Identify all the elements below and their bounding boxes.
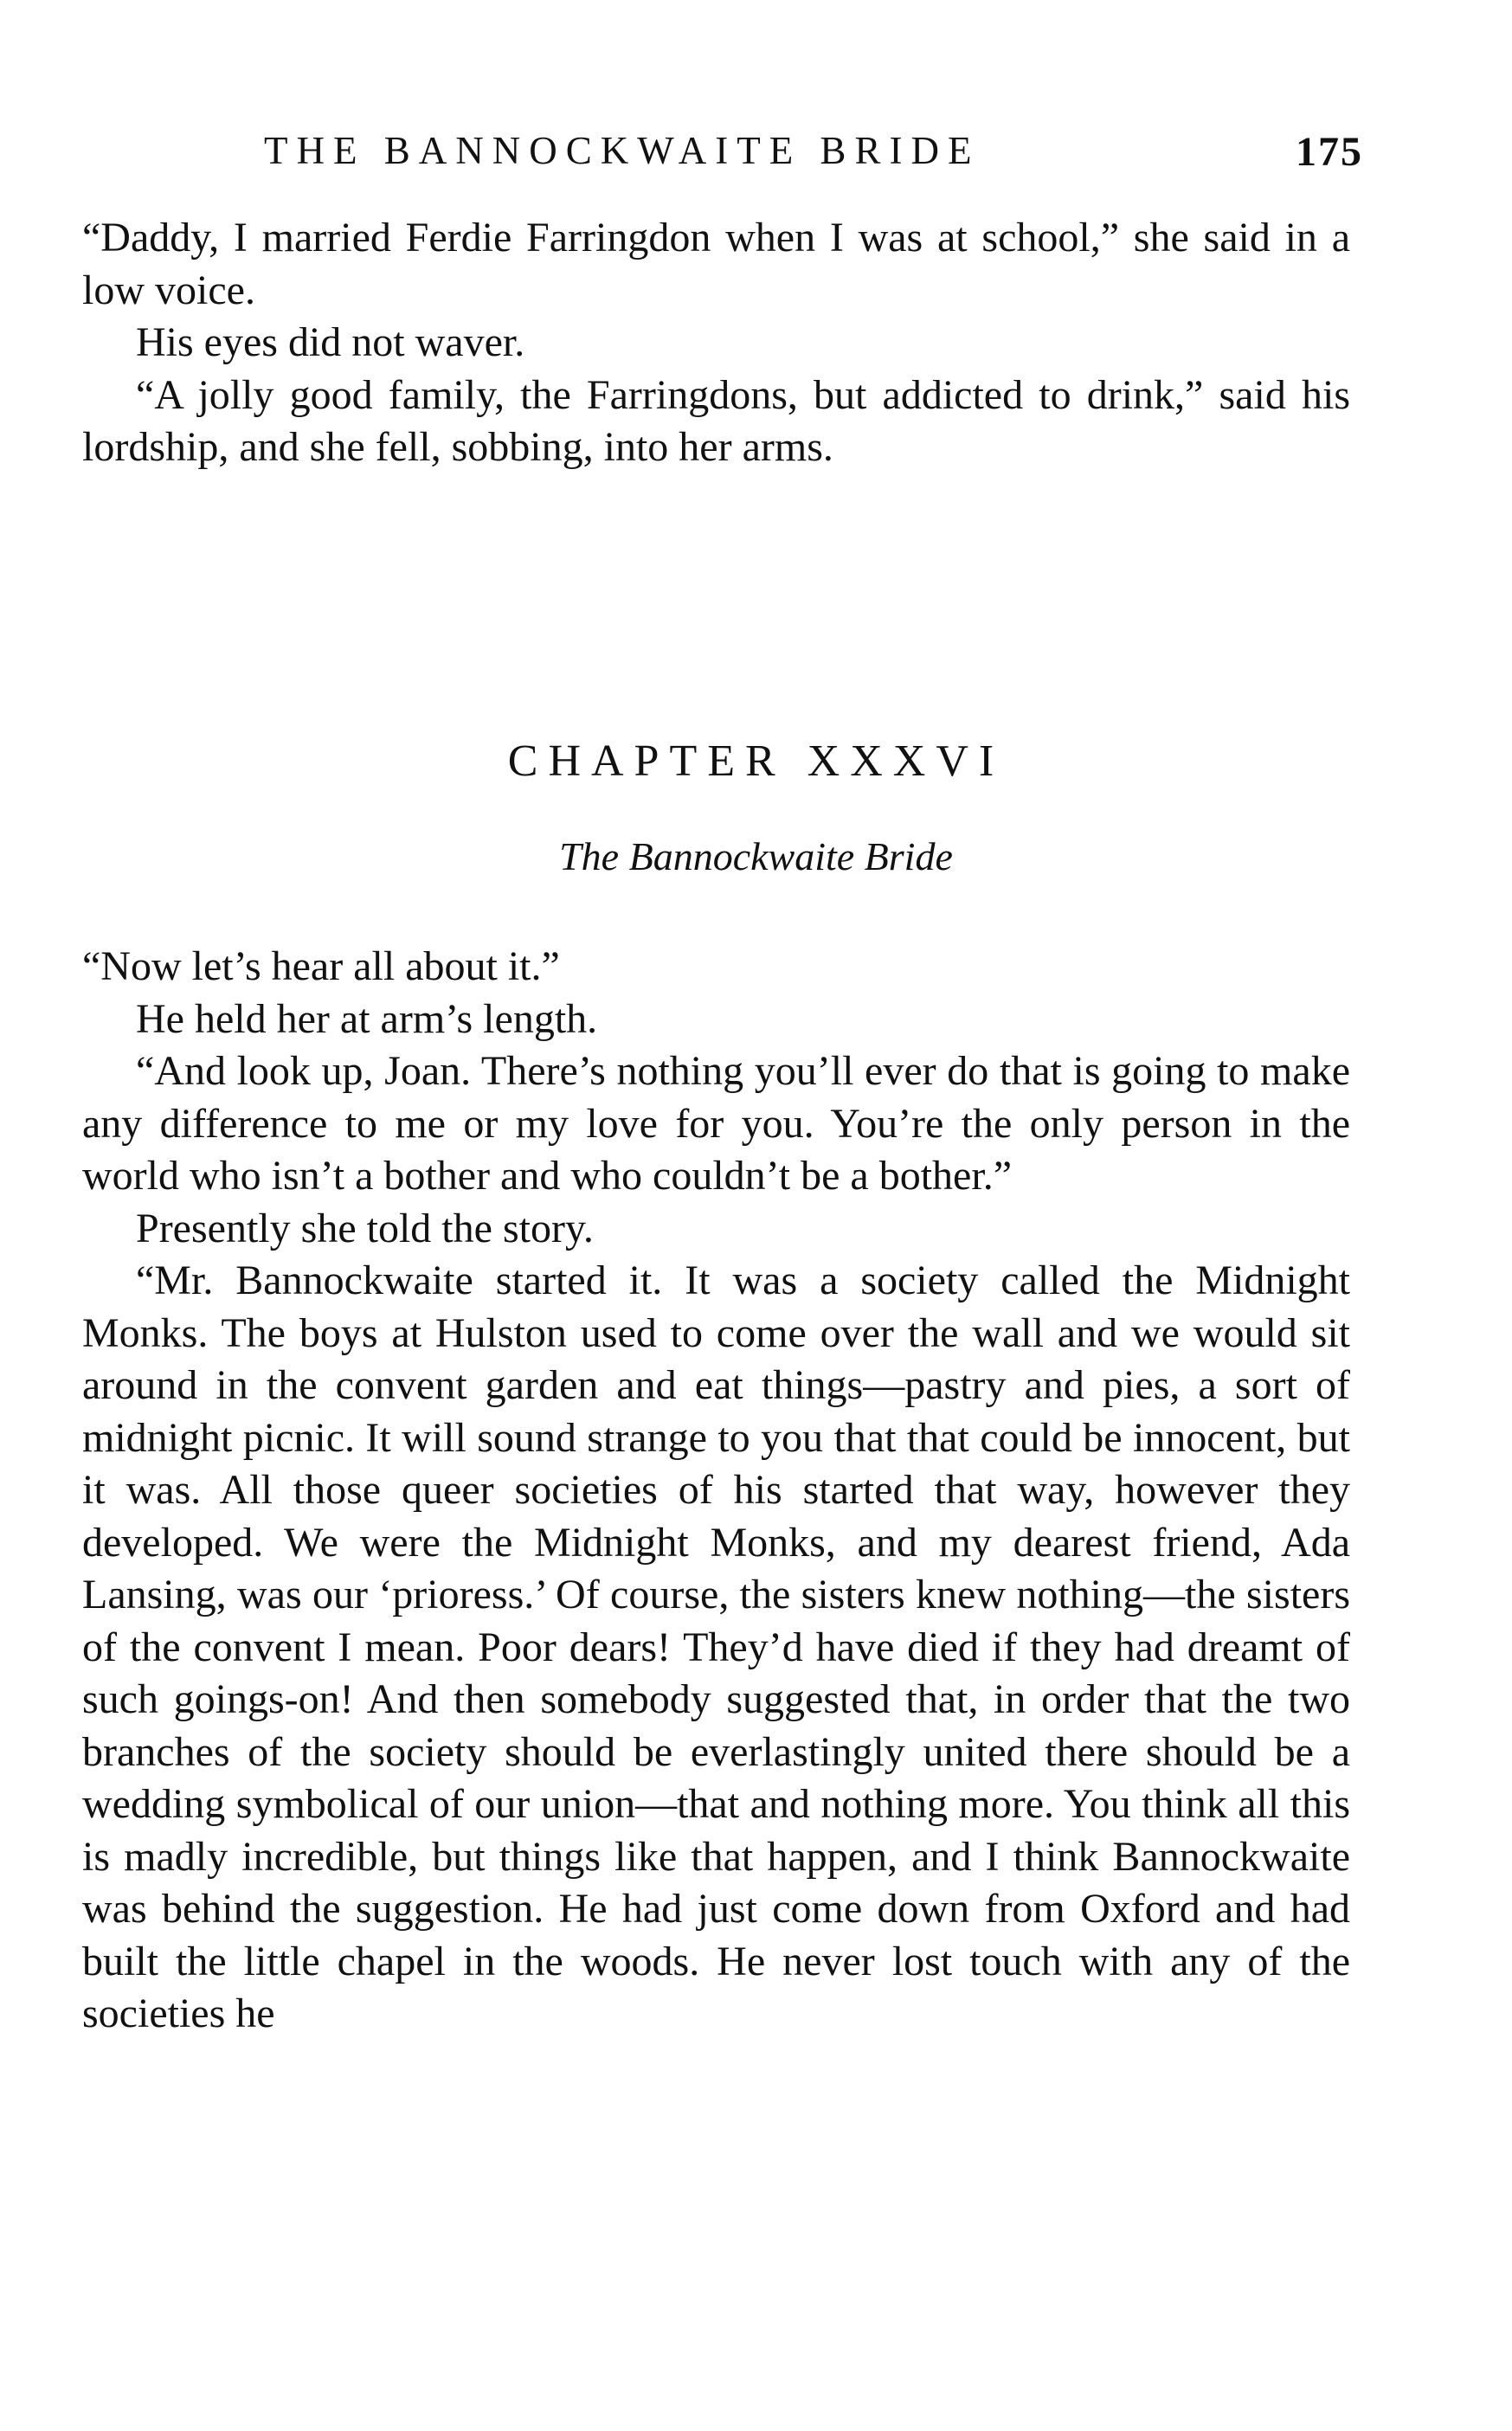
- paragraph: He held her at arm’s length.: [136, 995, 598, 1042]
- previous-chapter-text: [82, 212, 1350, 474]
- chapter-number: CHAPTER XXXVI: [507, 736, 1005, 786]
- page-number: 175: [1296, 129, 1363, 175]
- paragraph: “And look up, Joan. There’s nothing you’ll ever do that is going to make any difference to me or my love for you. You’re the only person in the world who isn’t a bother and who couldn’t be a bother.”: [82, 1048, 1350, 1199]
- chapter-heading: [0, 736, 1512, 891]
- running-title: THE BANNOCKWAITE BRIDE: [264, 129, 981, 172]
- running-head: [82, 128, 1363, 180]
- paragraph: “Mr. Bannockwaite started it. It was a society called the Midnight Monks. The boys at Hulston used to come over the wall and we would sit around in the convent garden and eat things—pastry and pies, a sort of midnight picnic. It will sound strange to you that that could be innocent, but it was. All those queer societies of his started that way, however they developed. We were the Midnight Monks, and my dearest friend, Ada Lansing, was our ‘prioress.’ Of course, the sisters knew nothing—the sisters of the convent I mean. Poor dears! They’d have died if they had dreamt of such goings-on! And then somebody suggested that, in order that the two branches of the society should be everlastingly united there should be a wedding symbolical of our union—that and nothing more. You think all this is madly incredible, but things like that happen, and I think Bannockwaite was behind the suggestion. He had just come down from Oxford and had built the little chapel in the woods. He never lost touch with any of the societies he: [82, 1257, 1350, 2036]
- chapter-title: The Bannockwaite Bride: [559, 834, 953, 878]
- paragraph: Presently she told the story.: [136, 1205, 594, 1251]
- paragraph: “Daddy, I married Ferdie Farringdon when I was at school,” she said in a low voice.: [82, 215, 1350, 313]
- paragraph: “A jolly good family, the Farringdons, but addicted to drink,” said his lordship, and she fell, sobbing, into her arms.: [82, 371, 1350, 470]
- chapter-body: [82, 941, 1350, 2041]
- paragraph: His eyes did not waver.: [136, 319, 525, 365]
- paragraph: “Now let’s hear all about it.”: [82, 943, 560, 989]
